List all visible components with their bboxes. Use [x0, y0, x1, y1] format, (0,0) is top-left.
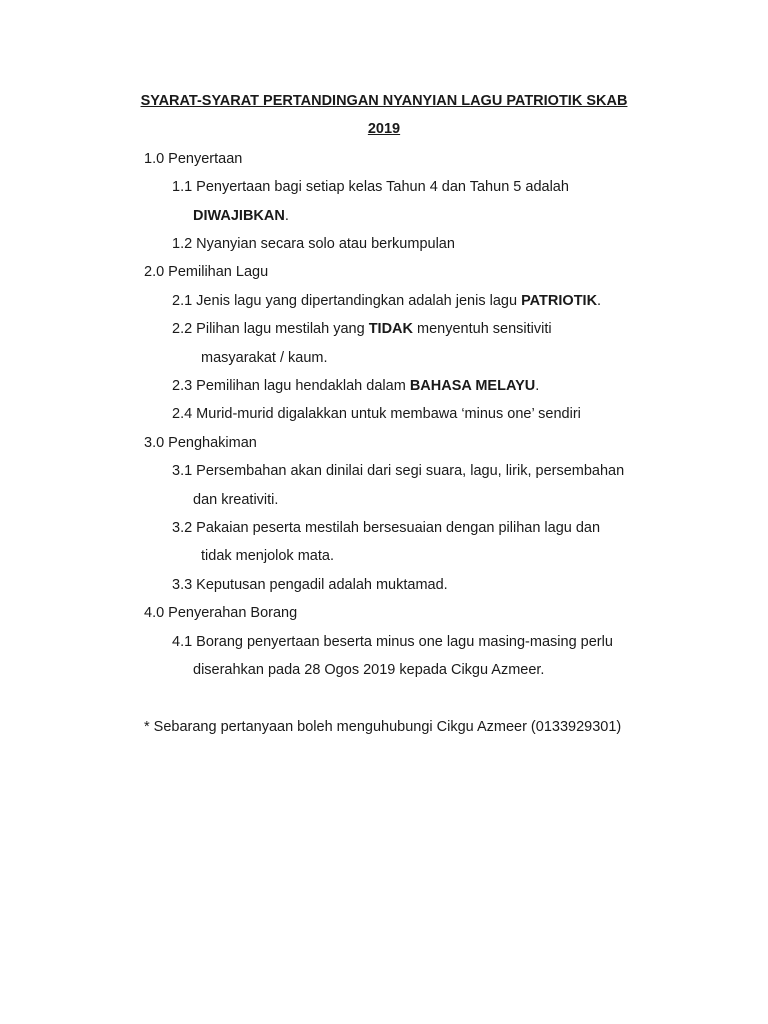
- item-2-1: [172, 292, 601, 310]
- item-1-2: 1.2 Nyanyian secara solo atau berkumpulan: [172, 236, 455, 252]
- item-3-1: 3.1 Persembahan akan dinilai dari segi suara, lagu, lirik, persembahan: [172, 463, 625, 479]
- item-3-3: 3.3 Keputusan pengadil adalah muktamad.: [172, 577, 448, 593]
- item-3-1-cont: dan kreativiti.: [193, 492, 279, 508]
- item-2-2-cont: masyarakat / kaum.: [201, 350, 328, 366]
- title-line-2: 2019: [367, 121, 401, 137]
- item-2-2: [172, 320, 552, 338]
- item-2-2-text: 2.2 Pilihan lagu mestilah yang: [172, 321, 369, 337]
- item-2-3-end: .: [535, 378, 540, 394]
- item-2-1-end: .: [597, 293, 602, 309]
- item-3-2: 3.2 Pakaian peserta mestilah bersesuaian dengan pilihan lagu dan: [172, 520, 601, 536]
- item-2-3-text: 2.3 Pemilihan lagu hendaklah dalam: [172, 378, 410, 394]
- title-line-1: SYARAT-SYARAT PERTANDINGAN NYANYIAN LAGU PATRIOTIK SKAB: [140, 93, 628, 109]
- item-2-2-rest: menyentuh sensitiviti: [413, 321, 552, 337]
- section-3-heading: 3.0 Penghakiman: [144, 435, 257, 451]
- item-2-2-bold: TIDAK: [368, 321, 413, 337]
- item-2-1-text: 2.1 Jenis lagu yang dipertandingkan adalah jenis lagu: [172, 293, 522, 309]
- item-1-1: 1.1 Penyertaan bagi setiap kelas Tahun 4 dan Tahun 5 adalah: [172, 179, 569, 195]
- item-2-3: [172, 377, 539, 395]
- section-1-heading: 1.0 Penyertaan: [144, 151, 243, 167]
- item-1-1-end: .: [284, 208, 289, 224]
- item-2-4: 2.4 Murid-murid digalakkan untuk membawa ‘minus one’ sendiri: [172, 406, 581, 422]
- item-2-3-bold: BAHASA MELAYU: [409, 378, 536, 394]
- section-2-heading: 2.0 Pemilihan Lagu: [144, 264, 269, 280]
- item-1-1-bold: DIWAJIBKAN: [193, 208, 285, 224]
- item-4-1: 4.1 Borang penyertaan beserta minus one lagu masing-masing perlu: [172, 634, 613, 650]
- item-2-1-bold: PATRIOTIK: [521, 293, 598, 309]
- footer-note: * Sebarang pertanyaan boleh menguhubungi Cikgu Azmeer (0133929301): [144, 719, 622, 735]
- item-4-1-cont: diserahkan pada 28 Ogos 2019 kepada Cikgu Azmeer.: [193, 662, 545, 678]
- item-3-2-cont: tidak menjolok mata.: [201, 548, 334, 564]
- item-1-1-cont: [193, 207, 289, 225]
- section-4-heading: 4.0 Penyerahan Borang: [144, 605, 298, 621]
